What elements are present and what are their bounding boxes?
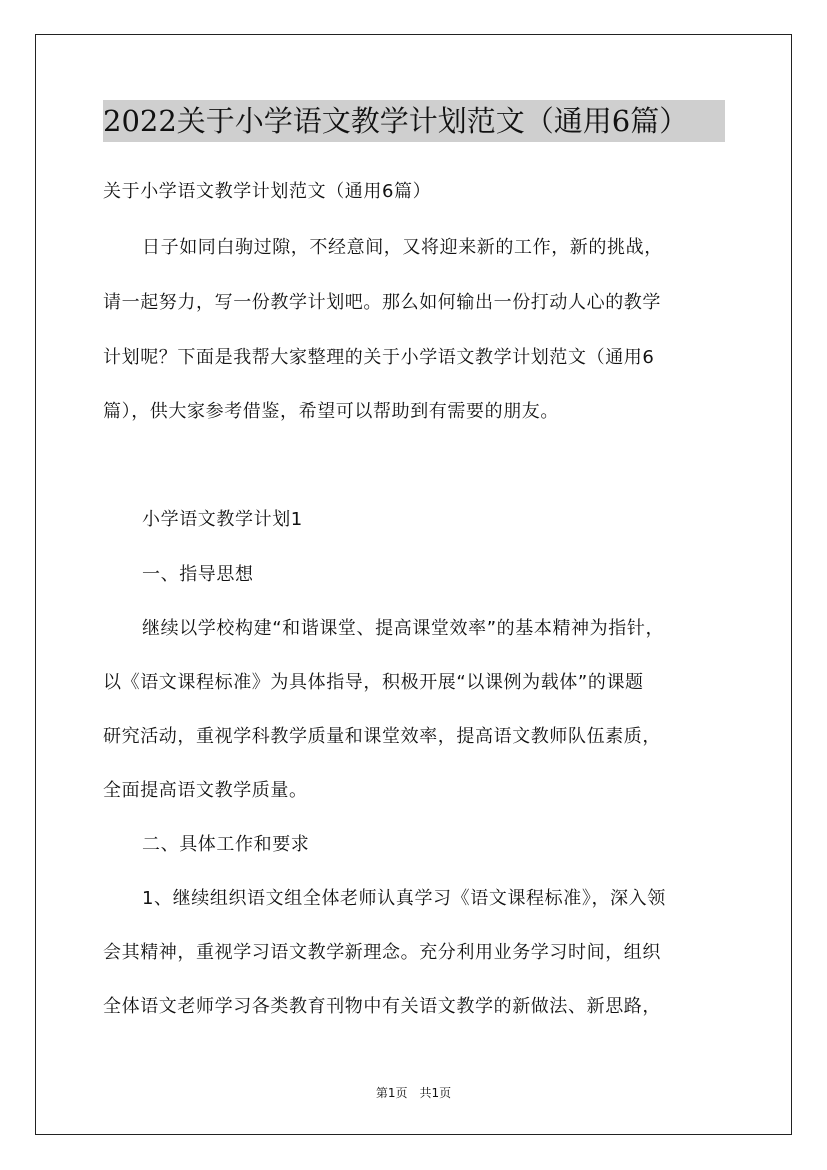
paragraph-line: 继续以学校构建“和谐课堂、提高课堂效率”的基本精神为指针， — [142, 618, 665, 639]
intro-line: 计划呢？下面是我帮大家整理的关于小学语文教学计划范文（通用6 — [103, 347, 655, 368]
paragraph-line: 全体语文老师学习各类教育刊物中有关语文教学的新做法、新思路， — [103, 996, 661, 1017]
heading-work-requirements: 二、具体工作和要求 — [142, 834, 310, 855]
paragraph-line: 会其精神，重视学习语文教学新理念。充分利用业务学习时间，组织 — [103, 942, 661, 963]
paragraph-line: 全面提高语文教学质量。 — [103, 780, 308, 801]
page-footer: 第1页 共1页 — [375, 1086, 452, 1100]
paragraph-line: 研究活动，重视学科教学质量和课堂效率，提高语文教师队伍素质， — [103, 726, 661, 747]
heading-guiding-thought: 一、指导思想 — [142, 564, 254, 585]
intro-line: 请一起努力，写一份教学计划吧。那么如何输出一份打动人心的教学 — [103, 292, 661, 313]
document-title: 2022关于小学语文教学计划范文（通用6篇） — [103, 100, 725, 142]
section-heading: 小学语文教学计划1 — [142, 509, 303, 530]
paragraph-line: 1、继续组织语文组全体老师认真学习《语文课程标准》，深入领 — [142, 888, 666, 909]
paragraph-line: 以《语文课程标准》为具体指导，积极开展“以课例为载体”的课题 — [103, 672, 644, 693]
intro-line: 篇），供大家参考借鉴，希望可以帮助到有需要的朋友。 — [103, 401, 559, 422]
document-subtitle: 关于小学语文教学计划范文（通用6篇） — [103, 181, 432, 202]
intro-line: 日子如同白驹过隙，不经意间，又将迎来新的工作，新的挑战， — [142, 237, 663, 258]
